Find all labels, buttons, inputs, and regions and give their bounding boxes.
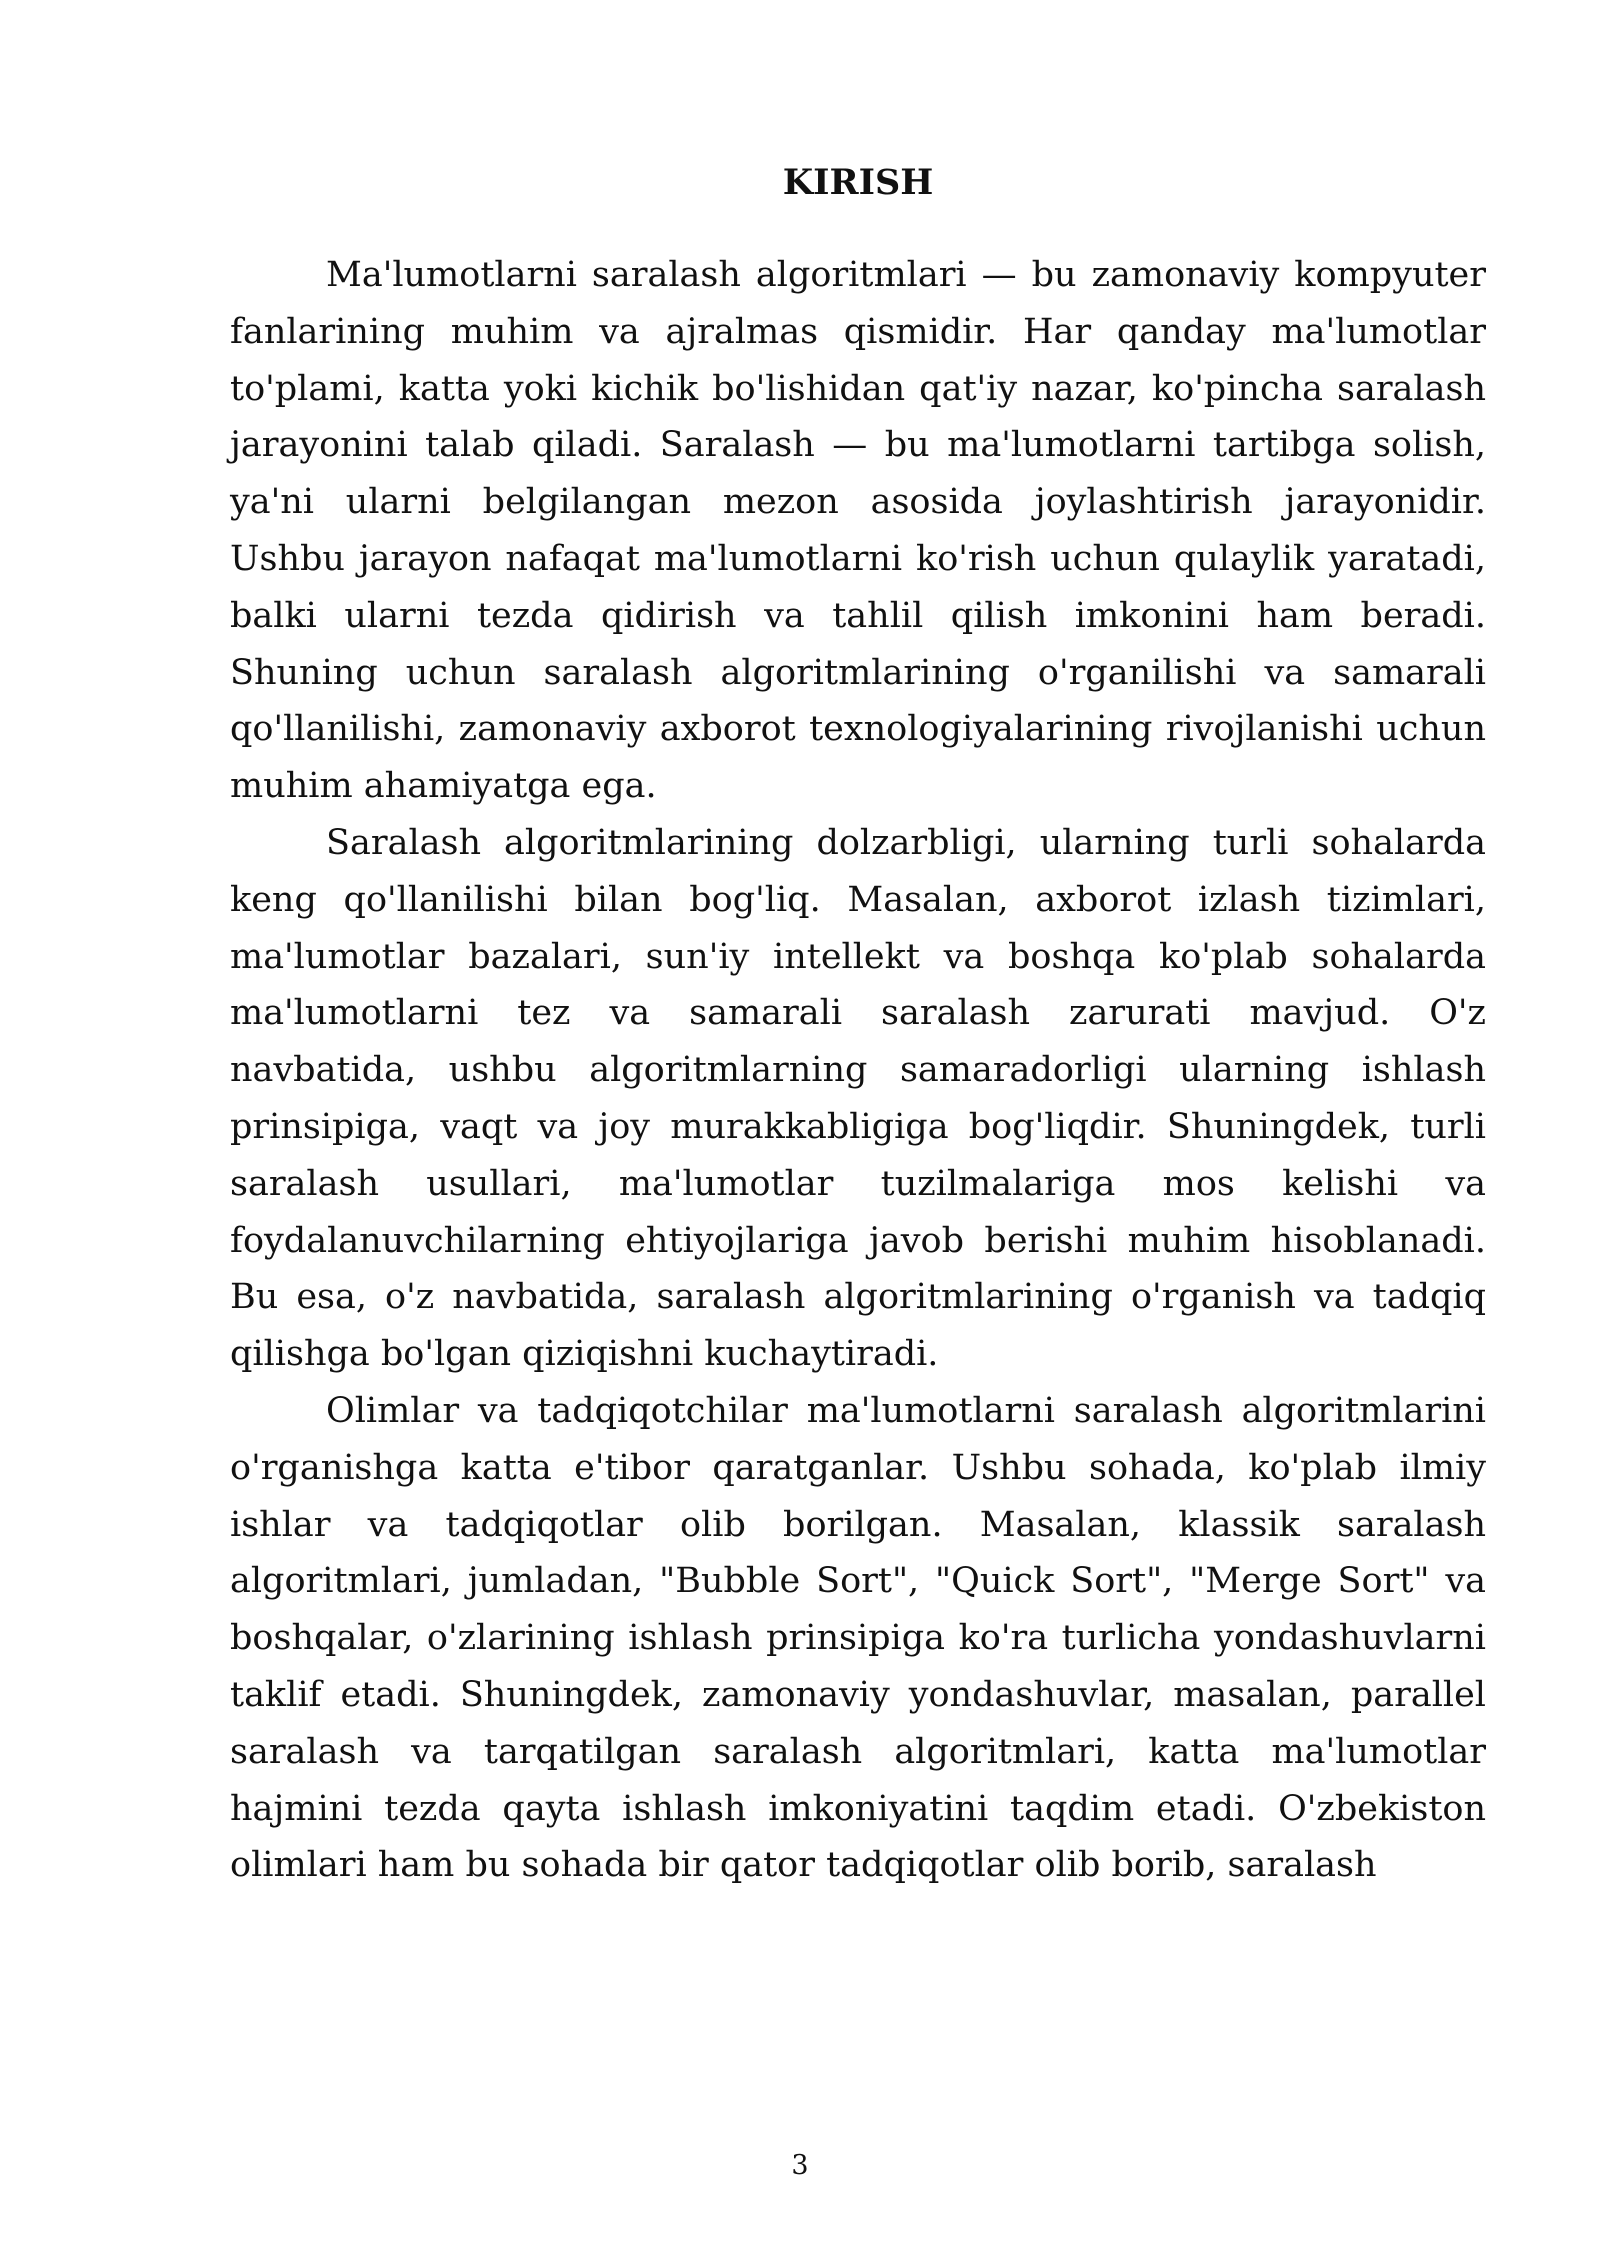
page-number: 3 xyxy=(791,2150,809,2181)
paragraph: Saralash algoritmlarining dolzarbligi, ularning turli sohalarda keng qo'llanilishi bilan bog'liq. Masalan, axborot izlash tizimlari, ma'lumotlar bazalari, sun'iy intellekt va boshqa ko'plab sohalarda ma'lumotlarni tez va samarali saralash zarurati mavjud. O'z navbatida, ushbu algoritmlarning samaradorligi ularning ishlash prinsipiga, vaqt va joy murakkabligiga bog'liqdir. Shuningdek, turli saralash usullari, ma'lumotlar tuzilmalariga mos kelishi va foydalanuvchilarning ehtiyojlariga javob berishi muhim hisoblanadi. Bu esa, o'z navbatida, saralash algoritmlarining o'rganish va tadqiq qilishga bo'lgan qiziqishni kuchaytiradi. xyxy=(230,822,1486,1375)
body-text xyxy=(230,247,1486,1894)
paragraph: Olimlar va tadqiqotchilar ma'lumotlarni saralash algoritmlarini o'rganishga katta e'tibor qaratganlar. Ushbu sohada, ko'plab ilmiy ishlar va tadqiqotlar olib borilgan. Masalan, klassik saralash algoritmlari, jumladan, "Bubble Sort", "Quick Sort", "Merge Sort" va boshqalar, o'zlarining ishlash prinsipiga ko'ra turlicha yondashuvlarni taklif etadi. Shuningdek, zamonaviy yondashuvlar, masalan, parallel saralash va tarqatilgan saralash algoritmlari, katta ma'lumotlar hajmini tezda qayta ishlash imkoniyatini taqdim etadi. O'zbekiston olimlari ham bu sohada bir qator tadqiqotlar olib borib, saralash xyxy=(230,1390,1486,1886)
section-heading: KIRISH xyxy=(782,162,934,203)
paragraph: Ma'lumotlarni saralash algoritmlari — bu zamonaviy kompyuter fanlarining muhim va ajralmas qismidir. Har qanday ma'lumotlar to'plami, katta yoki kichik bo'lishidan qat'iy nazar, ko'pincha saralash jarayonini talab qiladi. Saralash — bu ma'lumotlarni tartibga solish, ya'ni ularni belgilangan mezon asosida joylashtirish jarayonidir. Ushbu jarayon nafaqat ma'lumotlarni ko'rish uchun qulaylik yaratadi, balki ularni tezda qidirish va tahlil qilish imkonini ham beradi. Shuning uchun saralash algoritmlarining o'rganilishi va samarali qo'llanilishi, zamonaviy axborot texnologiyalarining rivojlanishi uchun muhim ahamiyatga ega. xyxy=(230,255,1486,807)
